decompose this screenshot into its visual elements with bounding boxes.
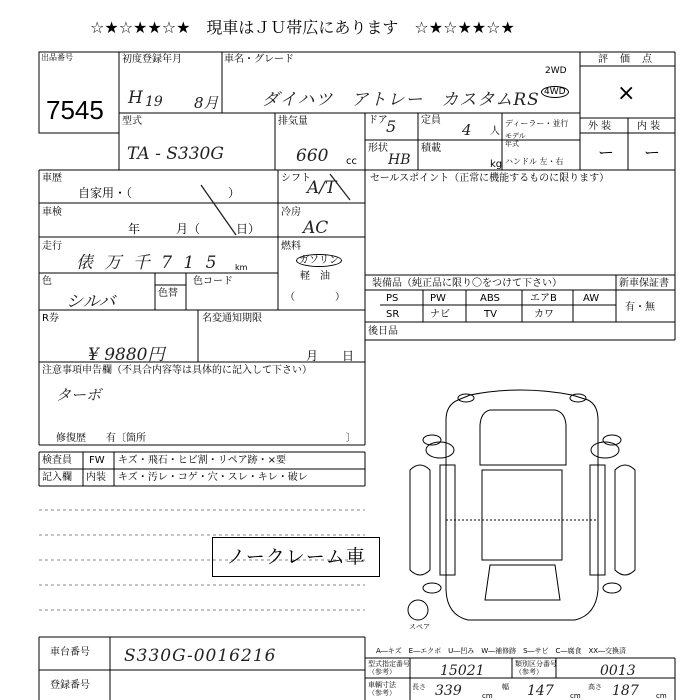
- capacity-unit: 人: [490, 126, 500, 137]
- repair-label: 修復歴 有〔箇所: [56, 433, 146, 444]
- chassis-value: S330G-0016216: [124, 646, 277, 666]
- load-unit: kg: [490, 159, 503, 170]
- model-year-label: モデル 年式: [505, 132, 526, 148]
- sales-point-label: セールスポイント（正常に機能するものに限ります）: [370, 173, 610, 184]
- shift-label: シフト: [281, 173, 311, 184]
- aircon-label: 冷房: [281, 207, 301, 218]
- car-damage-diagram: [408, 390, 635, 620]
- color-value: シルバ: [66, 292, 116, 312]
- drive-2wd: 2WD: [545, 66, 567, 76]
- height-unit: cm: [656, 692, 667, 700]
- height-value: 187: [612, 683, 639, 699]
- length-label: 長さ: [412, 683, 426, 691]
- interior-label: 内 装: [637, 121, 661, 132]
- aircon-value: AC: [303, 218, 329, 238]
- fw-label: FW: [89, 455, 105, 466]
- recycle-label: R券: [42, 313, 59, 324]
- width-label: 幅: [502, 683, 509, 691]
- color-change-label: 色替: [158, 288, 178, 299]
- vehicle-name-label: 車名・グレード: [224, 54, 294, 65]
- exterior-value: ー: [598, 143, 615, 162]
- chassis-label: 車台番号: [50, 647, 90, 658]
- doors-label: ドア: [368, 115, 388, 126]
- damage-legend: A―キズ E―エクボ U―凹み W―補修跡 S―サビ C―腐食 XX―交換済: [376, 647, 627, 655]
- equip-tv: TV: [484, 309, 497, 320]
- first-reg-label: 初度登録年月: [122, 54, 182, 65]
- history-label: 車歴: [42, 173, 62, 184]
- mileage-unit: km: [235, 263, 248, 272]
- inspection-label: 車検: [42, 207, 62, 218]
- class-value: 0013: [600, 663, 636, 679]
- warranty-value: 有・無: [625, 302, 655, 313]
- drive-4wd: 4WD: [541, 86, 569, 98]
- inspector-label-2: 記入欄: [42, 472, 72, 483]
- equip-ps: PS: [386, 293, 399, 304]
- name-change-label: 名変通知期限: [202, 313, 262, 324]
- equip-pw: PW: [430, 293, 446, 304]
- spare-label: スペア: [409, 623, 430, 631]
- spec-label: 型式指定番号 （参考）: [368, 660, 410, 676]
- displacement-value: 660: [296, 146, 329, 166]
- color-code-label: 色コード: [193, 276, 233, 287]
- dealer-label: ディーラー・並行: [505, 119, 569, 128]
- vehicle-name: ダイハツ アトレー カスタムRS: [262, 90, 540, 110]
- exterior-label: 外 装: [588, 121, 612, 132]
- class-label: 類別区分番号 （参考）: [515, 660, 557, 676]
- lot-number: 7545: [46, 95, 104, 125]
- int-items: キズ・汚レ・コゲ・穴・スレ・キレ・破レ: [118, 472, 308, 483]
- length-value: 339: [435, 683, 462, 699]
- notes-handwritten: ターボ: [56, 386, 102, 404]
- equip-sr: SR: [386, 309, 400, 320]
- first-reg-month: 8月: [194, 94, 219, 112]
- shift-value: A/T: [307, 178, 337, 198]
- mileage-label: 走行: [42, 241, 62, 252]
- interior-value: ー: [644, 143, 661, 162]
- width-unit: cm: [570, 692, 581, 700]
- width-value: 147: [527, 683, 554, 699]
- fuel-diesel: 軽 油: [300, 271, 330, 282]
- fw-items: キズ・飛石・ヒビ割・リペア跡・×要: [118, 455, 286, 466]
- first-reg-era: H: [128, 88, 143, 108]
- no-claim-stamp: [212, 537, 380, 577]
- capacity-label: 定員: [421, 115, 441, 126]
- spec-value: 15021: [440, 663, 485, 679]
- dims-label: 車輌寸法 （参考）: [368, 681, 396, 697]
- handle-label: ハンドル 左・右: [505, 157, 564, 166]
- inspector-label-1: 検査員: [42, 455, 72, 466]
- fuel-gas: ガソリン: [296, 254, 342, 267]
- doors-value: 5: [386, 117, 397, 136]
- shape-value: HB: [388, 152, 411, 168]
- rear-seat-label: 後日品: [368, 326, 398, 337]
- no-claim-stamp-text: ノークレーム車: [226, 546, 366, 568]
- first-reg-year: 19: [145, 94, 163, 110]
- evaluation-score: ×: [617, 81, 636, 106]
- equip-leather: カワ: [534, 309, 554, 320]
- history-value: 自家用・（ ）: [78, 186, 241, 200]
- height-label: 高さ: [588, 683, 602, 691]
- recycle-value: ¥ 9880円: [88, 345, 165, 365]
- equip-navi: ナビ: [430, 309, 450, 320]
- notes-label: 注意事項申告欄（不具合内容等は具体的に記入して下さい）: [42, 365, 312, 376]
- warranty-label: 新車保証書: [619, 278, 669, 289]
- repair-end: 〕: [346, 433, 356, 444]
- fuel-other: （ ）: [285, 292, 345, 303]
- lot-number-label: 出品番号: [41, 53, 73, 62]
- name-change-value: 月 日: [306, 349, 355, 363]
- model-value: TA - S330G: [127, 144, 224, 164]
- load-label: 積載: [421, 143, 441, 154]
- capacity-value: 4: [462, 121, 472, 139]
- header-banner: ☆★☆★★☆★ 現車はＪＵ帯広にあります ☆★☆★★☆★: [90, 18, 515, 37]
- equip-aw: AW: [583, 293, 600, 304]
- mileage-value: 俵 万 千 7 1 5: [76, 253, 220, 273]
- displacement-unit: cc: [346, 156, 357, 167]
- evaluation-label: 評 価 点: [598, 54, 653, 65]
- equip-airbag: エアB: [530, 293, 557, 304]
- int-label: 内装: [86, 472, 106, 483]
- fuel-label: 燃料: [281, 241, 301, 252]
- registration-label: 登録番号: [50, 680, 90, 691]
- color-label: 色: [42, 276, 52, 287]
- shape-label: 形状: [368, 143, 388, 154]
- displacement-label: 排気量: [278, 116, 308, 127]
- model-label: 型式: [122, 116, 142, 127]
- inspection-value: 年 月（ 日）: [128, 222, 261, 236]
- equip-abs: ABS: [480, 293, 500, 304]
- length-unit: cm: [482, 692, 493, 700]
- equipment-label: 装備品（純正品に限り〇をつけて下さい）: [372, 278, 562, 289]
